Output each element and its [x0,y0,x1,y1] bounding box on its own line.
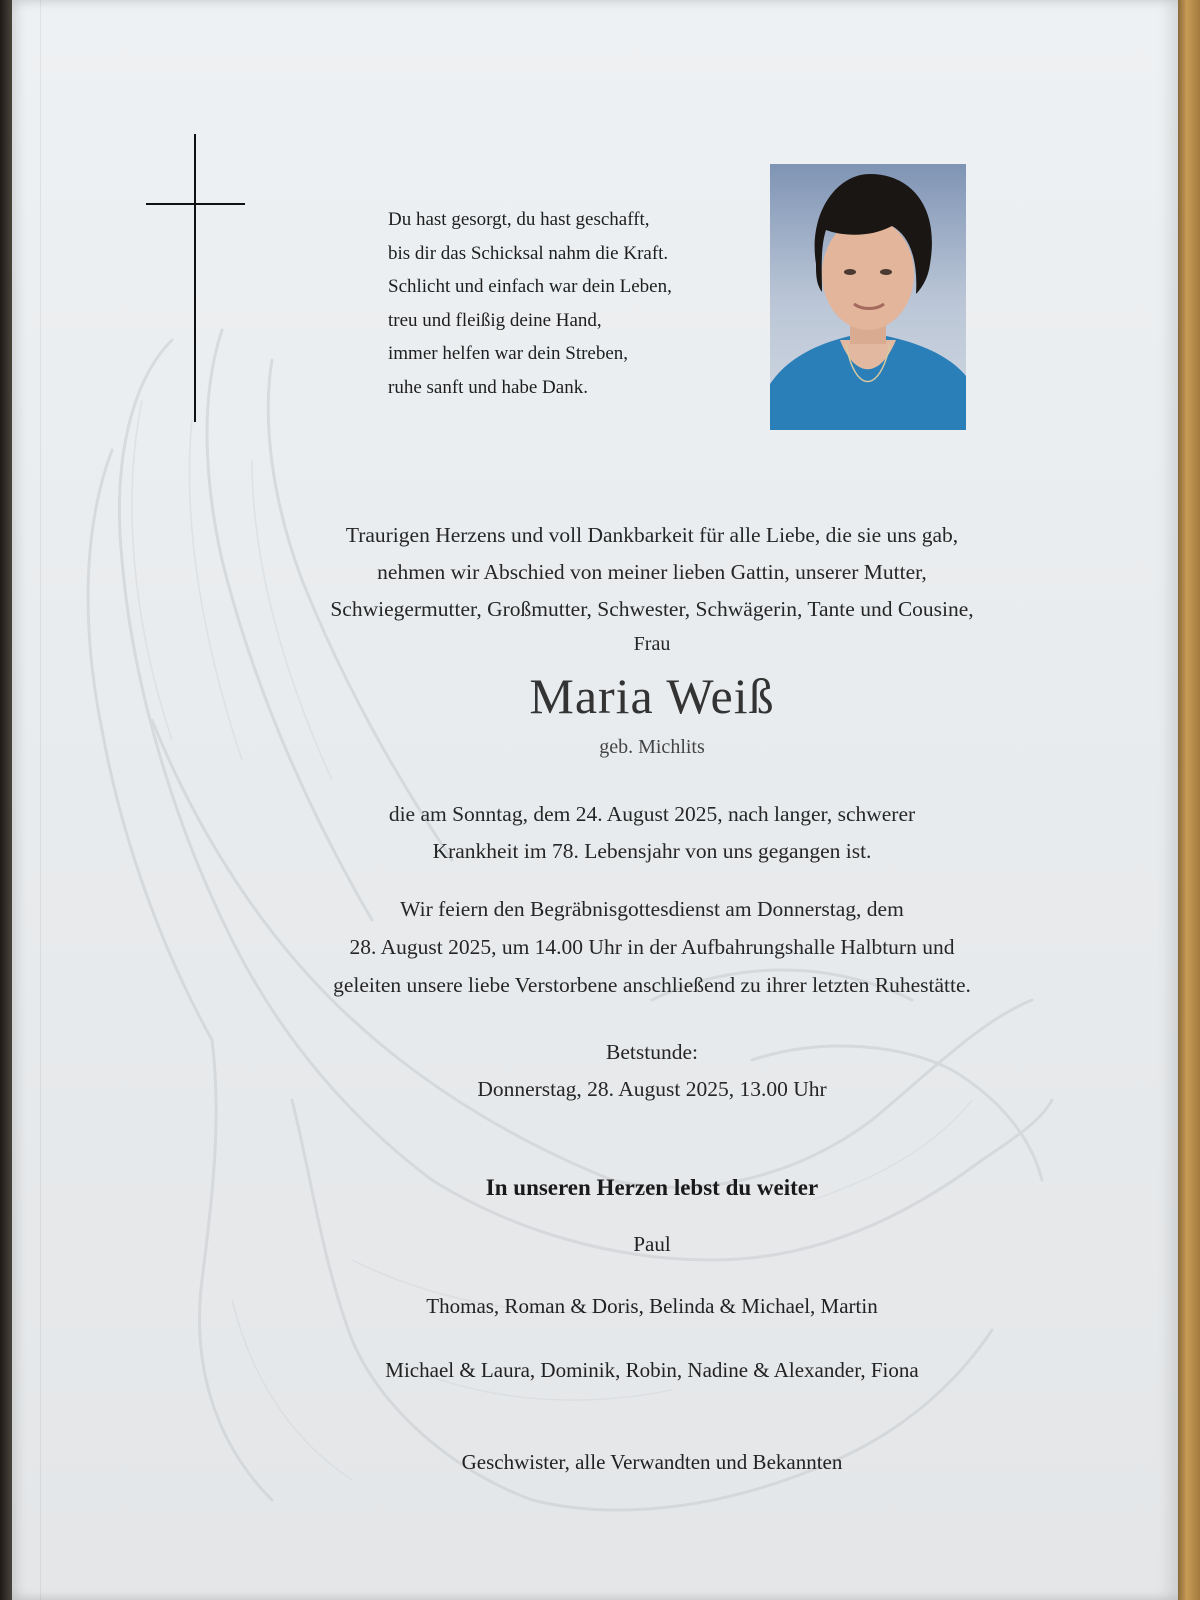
funeral-line: geleiten unsere liebe Verstorbene anschließend zu ihrer letzten Ruhestätte. [333,973,971,997]
closing-title: In unseren Herzen lebst du weiter [485,1175,819,1200]
obituary-text [242,517,1062,1480]
mourner-line: Paul [633,1232,671,1256]
page-fold-line [40,0,41,1600]
death-line: Krankheit im 78. Lebensjahr von uns gegangen ist. [432,839,872,863]
poem-line: immer helfen war dein Streben, [388,343,629,364]
intro-line: Schwiegermutter, Großmutter, Schwester, Schwägerin, Tante und Cousine, [330,597,974,621]
intro-paragraph [242,517,1062,628]
prayer-hour-datetime: Donnerstag, 28. August 2025, 13.00 Uhr [477,1077,827,1101]
mourner-line: Thomas, Roman & Doris, Belinda & Michael, Martin [426,1294,878,1318]
funeral-line: 28. August 2025, um 14.00 Uhr in der Aufbahrungshalle Halbturn und [349,935,955,959]
poem-line: bis dir das Schicksal nahm die Kraft. [388,242,669,264]
poem-line: Du hast gesorgt, du hast geschafft, [388,209,650,230]
poem-line: treu und fleißig deine Hand, [388,309,602,331]
obituary-page [12,0,1178,1600]
mourner-line: Michael & Laura, Dominik, Robin, Nadine & Alexander, Fiona [385,1358,919,1382]
deceased-name: Maria Weiß [529,668,775,724]
death-line: die am Sonntag, dem 24. August 2025, nach langer, schwerer [388,802,916,826]
salutation: Frau [633,633,671,655]
prayer-hour-label: Betstunde: [606,1040,698,1064]
intro-line: nehmen wir Abschied von meiner lieben Gattin, unserer Mutter, [377,560,927,584]
poem-line: ruhe sanft und habe Dank. [388,376,588,398]
birth-name: geb. Michlits [599,736,705,758]
poem [388,203,748,404]
prayer-hour [242,1034,1062,1108]
mourner-line: Geschwister, alle Verwandten und Bekannten [461,1450,843,1474]
portrait-photo [770,164,966,430]
funeral-notice [242,890,1062,1004]
table-edge-left [0,0,12,1600]
funeral-line: Wir feiern den Begräbnisgottesdienst am Donnerstag, dem [400,897,904,921]
death-notice [242,796,1062,870]
intro-line: Traurigen Herzens und voll Dankbarkeit für alle Liebe, die sie uns gab, [345,523,959,547]
poem-line: Schlicht und einfach war dein Leben, [388,276,672,297]
table-edge-right [1178,0,1200,1600]
